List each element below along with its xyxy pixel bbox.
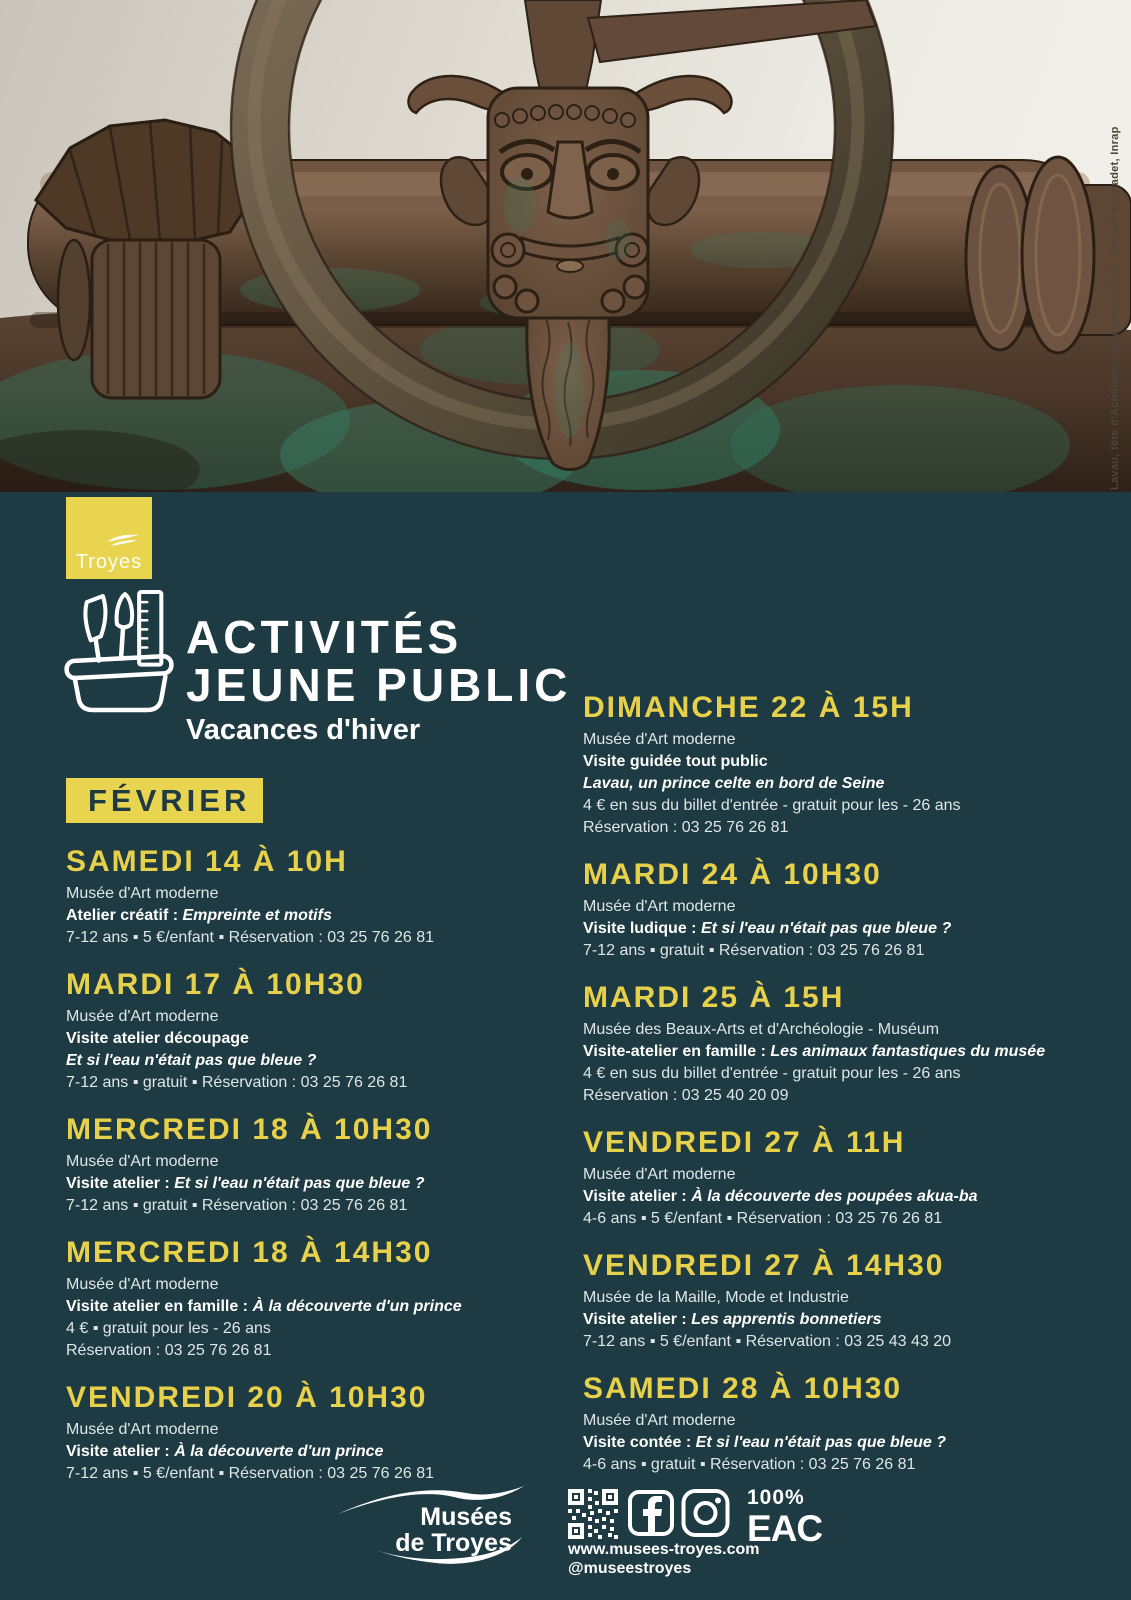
event-line: Musée d'Art moderne bbox=[583, 898, 736, 915]
month-badge: FÉVRIER bbox=[66, 778, 263, 823]
event-line: Visite atelier découpage bbox=[66, 1030, 249, 1047]
event-line: Musée de la Maille, Mode et Industrie bbox=[583, 1289, 849, 1306]
event-line: 7-12 ans ▪ gratuit ▪ Réservation : 03 25 76 26 81 bbox=[66, 1197, 408, 1214]
eac-percent: 100% bbox=[747, 1486, 805, 1509]
event-line: Musée d'Art moderne bbox=[583, 1412, 736, 1429]
event-line: Visite atelier : À la découverte d'un prince bbox=[66, 1443, 384, 1460]
event-date-heading: MERCREDI 18 À 10H30 bbox=[66, 1113, 433, 1146]
event-date-heading: MARDI 24 À 10H30 bbox=[583, 858, 882, 891]
event-line: 4-6 ans ▪ 5 €/enfant ▪ Réservation : 03 25 76 26 81 bbox=[583, 1210, 943, 1227]
social-handle: @museestroyes bbox=[568, 1560, 692, 1577]
event-date-heading: VENDREDI 27 À 11H bbox=[583, 1126, 906, 1159]
event-line: 4 € ▪ gratuit pour les - 26 ans bbox=[66, 1320, 271, 1337]
website-url: www.musees-troyes.com bbox=[568, 1541, 760, 1558]
event-line: 7-12 ans ▪ gratuit ▪ Réservation : 03 25 76 26 81 bbox=[583, 942, 925, 959]
wave-icon bbox=[106, 533, 140, 547]
event-block bbox=[583, 692, 1088, 839]
event-date-heading: VENDREDI 27 À 14H30 bbox=[583, 1249, 945, 1282]
events-column-right bbox=[583, 692, 1088, 1496]
musees-de-troyes-logo bbox=[336, 1484, 528, 1568]
event-line: Visite contée : Et si l'eau n'était pas que bleue ? bbox=[583, 1434, 946, 1451]
troyes-city-logo bbox=[66, 497, 152, 579]
events-column-left bbox=[66, 846, 571, 1505]
event-block bbox=[583, 859, 1088, 962]
event-date-heading: MARDI 25 À 15H bbox=[583, 981, 845, 1014]
photo-credit-caption: Lavau, tête d'Achéloos, restaurée 2015 © Renaud Bernadet, Inrap bbox=[1109, 126, 1121, 490]
event-date-heading: MARDI 17 À 10H30 bbox=[66, 968, 365, 1001]
event-date-heading: SAMEDI 28 À 10H30 bbox=[583, 1372, 903, 1405]
event-line: 4-6 ans ▪ gratuit ▪ Réservation : 03 25 76 26 81 bbox=[583, 1456, 916, 1473]
eac-label: EAC bbox=[747, 1508, 823, 1549]
event-line: 7-12 ans ▪ 5 €/enfant ▪ Réservation : 03 25 43 43 20 bbox=[583, 1333, 952, 1350]
event-line: Musée d'Art moderne bbox=[66, 885, 219, 902]
bronze-cauldron-illustration bbox=[0, 0, 1131, 492]
event-date-heading: MERCREDI 18 À 14H30 bbox=[66, 1236, 433, 1269]
event-block bbox=[583, 982, 1088, 1107]
artifact-photo bbox=[0, 0, 1131, 492]
poster-title-line1: ACTIVITÉS bbox=[186, 611, 463, 663]
event-block bbox=[66, 1382, 571, 1485]
event-line: 7-12 ans ▪ gratuit ▪ Réservation : 03 25 76 26 81 bbox=[66, 1074, 408, 1091]
event-line: 7-12 ans ▪ 5 €/enfant ▪ Réservation : 03 25 76 26 81 bbox=[66, 1465, 435, 1482]
event-line: Et si l'eau n'était pas que bleue ? bbox=[66, 1052, 317, 1069]
event-line: Visite-atelier en famille : Les animaux fantastiques du musée bbox=[583, 1043, 1046, 1060]
event-date-heading: SAMEDI 14 À 10H bbox=[66, 845, 348, 878]
museum-logo-line1: Musées bbox=[420, 1503, 512, 1531]
event-line: Réservation : 03 25 76 26 81 bbox=[583, 819, 789, 836]
event-line: Musée d'Art moderne bbox=[66, 1008, 219, 1025]
museum-logo-line2: de Troyes bbox=[395, 1529, 512, 1557]
event-block bbox=[66, 1237, 571, 1362]
event-block bbox=[66, 969, 571, 1094]
event-line: Visite ludique : Et si l'eau n'était pas que bleue ? bbox=[583, 920, 952, 937]
event-line: Réservation : 03 25 40 20 09 bbox=[583, 1087, 789, 1104]
event-block bbox=[66, 846, 571, 949]
event-line: Atelier créatif : Empreinte et motifs bbox=[66, 907, 332, 924]
event-line: Musée d'Art moderne bbox=[583, 1166, 736, 1183]
eac-100-logo bbox=[747, 1487, 822, 1547]
event-block bbox=[66, 1114, 571, 1217]
event-line: Visite atelier en famille : À la découverte d'un prince bbox=[66, 1298, 462, 1315]
event-line: Musée d'Art moderne bbox=[66, 1276, 219, 1293]
event-line: Visite guidée tout public bbox=[583, 753, 768, 770]
event-block bbox=[583, 1250, 1088, 1353]
event-line: Musée des Beaux-Arts et d'Archéologie - Muséum bbox=[583, 1021, 940, 1038]
event-line: Réservation : 03 25 76 26 81 bbox=[66, 1342, 272, 1359]
troyes-logo-label: Troyes bbox=[75, 551, 143, 573]
event-date-heading: DIMANCHE 22 À 15H bbox=[583, 691, 914, 724]
event-line: Visite atelier : À la découverte des poupées akua-ba bbox=[583, 1188, 978, 1205]
event-line: 4 € en sus du billet d'entrée - gratuit pour les - 26 ans bbox=[583, 797, 961, 814]
event-line: Lavau, un prince celte en bord de Seine bbox=[583, 775, 885, 792]
instagram-icon bbox=[681, 1489, 730, 1542]
event-date-heading: VENDREDI 20 À 10H30 bbox=[66, 1381, 428, 1414]
event-line: Visite atelier : Les apprentis bonnetiers bbox=[583, 1311, 882, 1328]
event-line: Visite atelier : Et si l'eau n'était pas que bleue ? bbox=[66, 1175, 425, 1192]
event-block bbox=[583, 1127, 1088, 1230]
poster-subtitle: Vacances d'hiver bbox=[186, 714, 421, 746]
event-line: 7-12 ans ▪ 5 €/enfant ▪ Réservation : 03 25 76 26 81 bbox=[66, 929, 435, 946]
event-line: Musée d'Art moderne bbox=[583, 731, 736, 748]
event-line: 4 € en sus du billet d'entrée - gratuit pour les - 26 ans bbox=[583, 1065, 961, 1082]
event-block bbox=[583, 1373, 1088, 1476]
poster-title-line2: JEUNE PUBLIC bbox=[186, 659, 572, 711]
art-supplies-icon bbox=[64, 588, 176, 714]
qr-code-icon bbox=[568, 1489, 618, 1544]
facebook-icon bbox=[628, 1490, 674, 1541]
event-line: Musée d'Art moderne bbox=[66, 1153, 219, 1170]
event-line: Musée d'Art moderne bbox=[66, 1421, 219, 1438]
